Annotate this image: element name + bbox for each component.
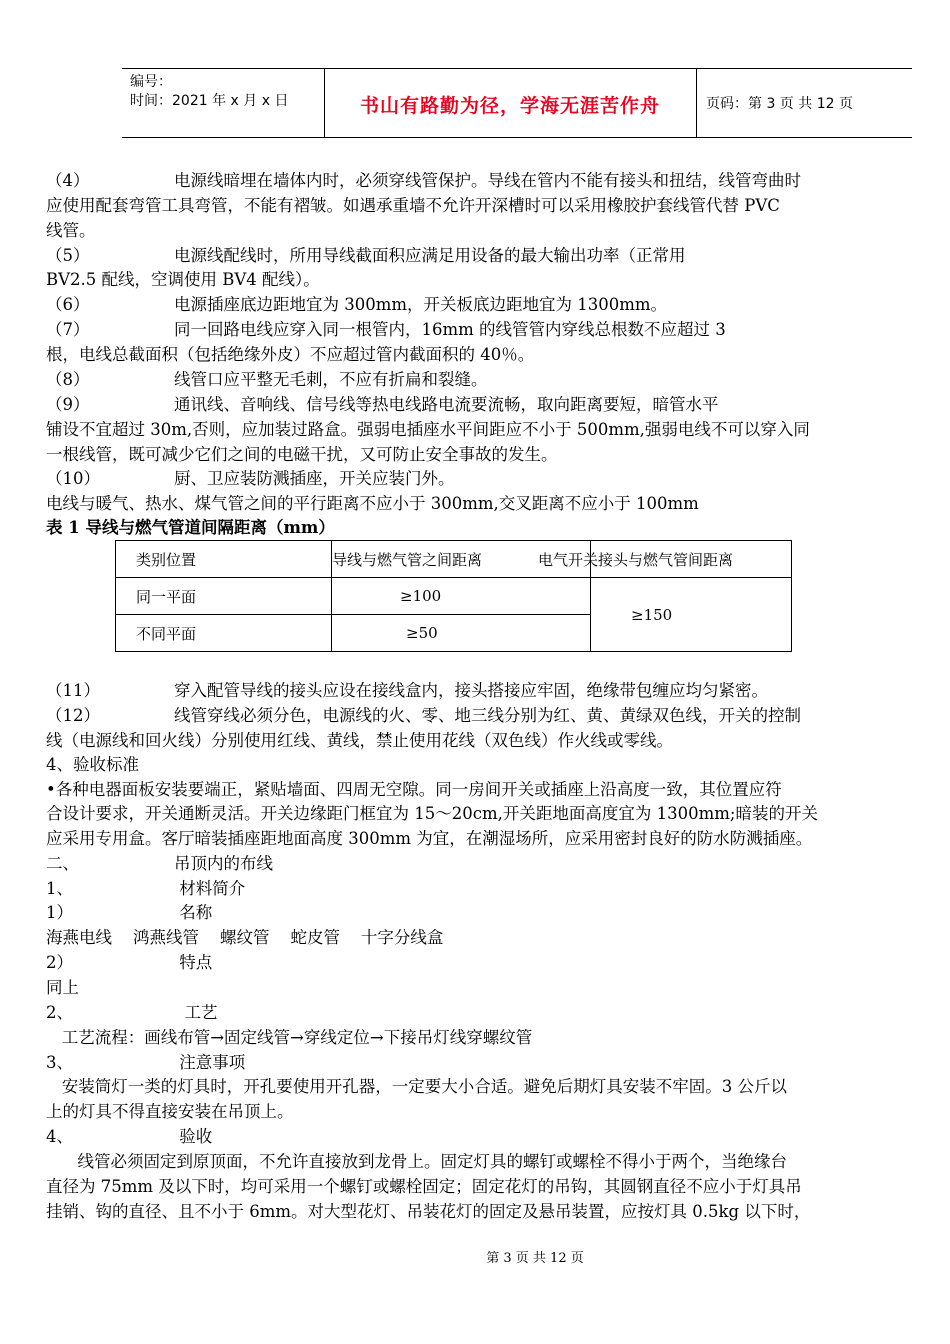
item-number: （11）: [46, 681, 100, 700]
line-text: 工艺: [174, 1003, 218, 1022]
line-text: 海燕电线 鸿燕线管 螺纹管 蛇皮管 十字分线盒: [46, 928, 444, 947]
paragraph-line: [46, 492, 699, 516]
page-footer: 第 3 页 共 12 页: [486, 1251, 584, 1266]
section-heading: [46, 852, 273, 876]
line-text: 电源线配线时，所用导线截面积应满足用设备的最大输出功率（正常用: [174, 246, 686, 265]
paragraph-line: [46, 393, 719, 417]
paragraph-line: [46, 368, 488, 392]
paragraph-line: [46, 268, 320, 292]
table-merged-cell: ≥150: [591, 578, 792, 652]
paragraph-line: [46, 1200, 810, 1224]
header-meta: [130, 73, 288, 111]
item-number: 1、: [46, 879, 73, 898]
table-cell: ≥100: [332, 578, 591, 615]
header-divider: [696, 69, 697, 137]
paragraph-line: [46, 293, 667, 317]
item-number: 1）: [46, 903, 73, 922]
line-text: 穿入配管导线的接头应设在接线盒内，接头搭接应牢固，绝缘带包缠应均匀紧密。: [174, 681, 768, 700]
table-header-text: 导线与燃气管之间距离: [332, 550, 483, 569]
line-text: 安装筒灯一类的灯具时，开孔要使用开孔器，一定要大小合适。避免后期灯具安装不牢固。3 公斤以: [46, 1077, 787, 1096]
paragraph-line: [46, 1150, 787, 1174]
line-text: 铺设不宜超过 30m,否则，应加装过路盒。强弱电插座水平间距应不小于 500mm,强弱电线不可以穿入同: [46, 420, 810, 439]
section-heading: [46, 1001, 218, 1025]
line-text: 线管必须固定到原顶面，不允许直接放到龙骨上。固定灯具的螺钉或螺栓不得小于两个，当绝缘台: [46, 1152, 787, 1171]
header-page-number: 页码：第 3 页 共 12 页: [706, 96, 853, 112]
item-number: 二、: [46, 854, 79, 873]
line-text: 线管口应平整无毛刺，不应有折扁和裂缝。: [174, 370, 488, 389]
item-number: （12）: [46, 706, 100, 725]
table-header-row: [116, 541, 792, 578]
line-text: 同上: [46, 978, 79, 997]
table-header-cell: [538, 541, 792, 578]
item-number: （8）: [46, 370, 90, 389]
item-number: 3、: [46, 1053, 73, 1072]
line-text: 验收: [174, 1127, 213, 1146]
line-text: 线管。: [46, 221, 96, 240]
line-text: 电源插座底边距地宜为 300mm，开关板底边距地宜为 1300mm。: [174, 295, 668, 314]
paragraph-line: [46, 194, 780, 218]
paragraph-line: [46, 778, 782, 802]
line-text: 注意事项: [174, 1053, 246, 1072]
line-text: 同一回路电线应穿入同一根管内，16mm 的线管管内穿线总根数不应超过 3: [174, 320, 726, 339]
section-heading: [46, 901, 212, 925]
line-text: BV2.5 配线，空调使用 BV4 配线）。: [46, 270, 320, 289]
table-header-text: 电气开关接头与燃气管间距离: [538, 550, 734, 569]
section-heading: [46, 951, 212, 975]
paragraph-line: [46, 704, 801, 728]
line-text: 上的灯具不得直接安装在吊顶上。: [46, 1102, 294, 1121]
paragraph-line: [46, 679, 768, 703]
paragraph-line: [46, 467, 455, 491]
paragraph-line: [46, 169, 801, 193]
item-number: （6）: [46, 295, 90, 314]
line-text: 通讯线、音响线、信号线等热电线路电流要流畅，取向距离要短，暗管水平: [174, 395, 719, 414]
paragraph-line: [46, 418, 810, 442]
item-number: （9）: [46, 395, 90, 414]
header-motto: 书山有路勤为径，学海无涯苦作舟: [359, 95, 660, 117]
item-number: （7）: [46, 320, 90, 339]
paragraph-line: [46, 827, 812, 851]
line-text: 根，电线总截面积（包括绝缘外皮）不应超过管内截面积的 40％。: [46, 345, 535, 364]
item-number: （4）: [46, 171, 90, 190]
line-text: 材料简介: [174, 879, 246, 898]
line-text: 名称: [174, 903, 213, 922]
line-text: 厨、卫应装防溅插座，开关应装门外。: [174, 469, 455, 488]
paragraph-line: [46, 343, 534, 367]
table-cell: ≥50: [332, 615, 591, 652]
paragraph-line: [46, 443, 558, 467]
paragraph-line: [46, 1026, 532, 1050]
line-text: 挂销、钩的直径、且不小于 6mm。对大型花灯、吊装花灯的固定及悬吊装置，应按灯具 0.5kg 以下时，: [46, 1202, 811, 1221]
line-text: 电源线暗埋在墙体内时，必须穿线管保护。导线在管内不能有接头和扭结，线管弯曲时: [174, 171, 801, 190]
line-text: 工艺流程：画线布管→固定线管→穿线定位→下接吊灯线穿螺纹管: [46, 1028, 533, 1047]
line-text: 线管穿线必须分色，电源线的火、零、地三线分别为红、黄、黄绿双色线，开关的控制: [174, 706, 801, 725]
paragraph-line: [46, 318, 726, 342]
paragraph-line: [46, 729, 673, 753]
item-number: 2）: [46, 953, 73, 972]
paragraph-line: [46, 976, 79, 1000]
table-header-cell: 类别位置: [116, 541, 332, 578]
line-text: 4、验收标准: [46, 755, 139, 774]
section-heading: [46, 877, 245, 901]
paragraph-line: [46, 926, 443, 950]
distance-table: [115, 540, 792, 652]
paragraph-line: [46, 1075, 787, 1099]
table-cell: 不同平面: [116, 615, 332, 652]
line-text: 应采用专用盒。客厅暗装插座距地面高度 300mm 为宜，在潮湿场所，应采用密封良好的防水防溅插座。: [46, 829, 813, 848]
table-title: 表 1 导线与燃气管道间隔距离（mm）: [46, 518, 335, 537]
line-text: 特点: [174, 953, 213, 972]
serial-label: 编号：: [130, 74, 172, 90]
table-row: [116, 578, 792, 615]
paragraph-line: [46, 1175, 802, 1199]
page-header: [122, 68, 912, 138]
section-heading: [46, 753, 139, 777]
item-number: （10）: [46, 469, 100, 488]
line-text: 吊顶内的布线: [174, 854, 273, 873]
line-text: 直径为 75mm 及以下时，均可采用一个螺钉或螺栓固定；固定花灯的吊钩，其圆钢直径不应小于灯具吊: [46, 1177, 802, 1196]
line-text: 电线与暖气、热水、煤气管之间的平行距离不应小于 300mm,交叉距离不应小于 100mm: [46, 494, 699, 513]
paragraph-line: [46, 244, 686, 268]
item-number: 4、: [46, 1127, 73, 1146]
line-text: 合设计要求，开关通断灵活。开关边缘距门框宜为 15～20cm,开关距地面高度宜为 1300mm;暗装的开关: [46, 804, 818, 823]
item-number: （5）: [46, 246, 90, 265]
table-cell: 同一平面: [116, 578, 332, 615]
line-text: 应使用配套弯管工具弯管，不能有褶皱。如遇承重墙不允许开深槽时可以采用橡胶护套线管代替 PVC: [46, 196, 780, 215]
item-number: 2、: [46, 1003, 73, 1022]
paragraph-line: [46, 1100, 294, 1124]
line-text: •各种电器面板安装要端正，紧贴墙面、四周无空隙。同一房间开关或插座上沿高度一致，其位置应符: [46, 780, 782, 799]
paragraph-line: [46, 802, 818, 826]
line-text: 线（电源线和回火线）分别使用红线、黄线，禁止使用花线（双色线）作火线或零线。: [46, 731, 673, 750]
section-heading: [46, 1125, 212, 1149]
section-heading: [46, 1051, 245, 1075]
line-text: 一根线管，既可减少它们之间的电磁干扰，又可防止安全事故的发生。: [46, 445, 558, 464]
paragraph-line: [46, 219, 96, 243]
date-label: 时间：2021 年 x 月 x 日: [130, 93, 289, 109]
